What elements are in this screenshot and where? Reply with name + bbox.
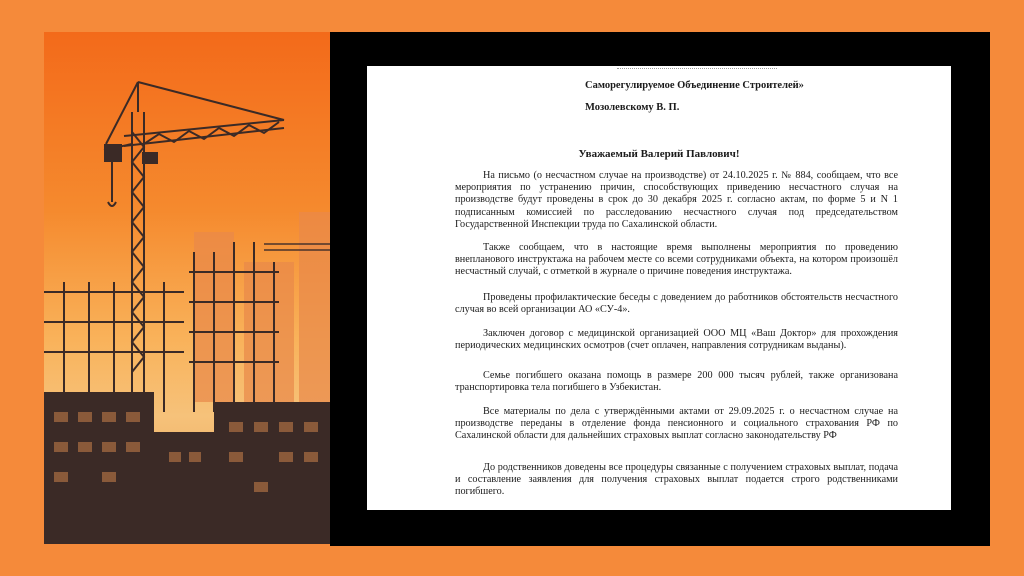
letter-paragraph: Семье погибшего оказана помощь в размере 200 000 тысяч рублей, также организована транспортировка тела погибшего в Узбекистан. (455, 370, 898, 394)
construction-illustration (44, 32, 332, 544)
letter-paragraph: До родственников доведены все процедуры связанные с получением страховых выплат, подача и составление заявления для получения страховых выплат подается строго родственниками погибшего. (455, 462, 898, 498)
cropped-header-line (617, 66, 777, 69)
salutation: Уважаемый Валерий Павлович! (578, 148, 740, 160)
letter-paragraph: Все материалы по дела с утверждёнными актами от 29.09.2025 г. о несчастном случае на производстве переданы в отделение фонда пенсионного и социального страхования РФ по Сахалинской области для дальнейших страховых выплат согласно законодательству РФ (455, 406, 898, 442)
letter-paragraph: На письмо (о несчастном случае на производстве) от 24.10.2025 г. № 884, сообщаем, что все мероприятия по устранению причин, способствующих приведению несчастного случая на производстве будут проведены в срок до 30 декабря 2025 г. согласно актам, по форме 5 и N 1 подписанным комиссией по расследованию несчастного случая под председательством Государственной Инспекции труда по Сахалинской области. (455, 170, 898, 230)
letter-paragraph: Заключен договор с медицинской организацией ООО МЦ «Ваш Доктор» для прохождения периодических медицинских осмотров (счет оплачен, направления сотрудникам выданы). (455, 328, 898, 352)
letter-document (367, 66, 951, 510)
addressee-organization: Саморегулируемое Объединение Строителей» (585, 80, 804, 91)
letter-paragraph: Также сообщаем, что в настоящие время выполнены мероприятия по проведению внепланового инструктажа на рабочем месте со всеми сотрудниками объекта, на котором произошёл несчастный случай, с отметкой в журнале о причине поведения инструктажа. (455, 242, 898, 278)
letter-paragraph: Проведены профилактические беседы с доведением до работников обстоятельств несчастного случая во всей организации АО «СУ-4». (455, 292, 898, 316)
addressee-person: Мозолевскому В. П. (585, 102, 680, 113)
city-skyline-illustration (44, 32, 332, 544)
